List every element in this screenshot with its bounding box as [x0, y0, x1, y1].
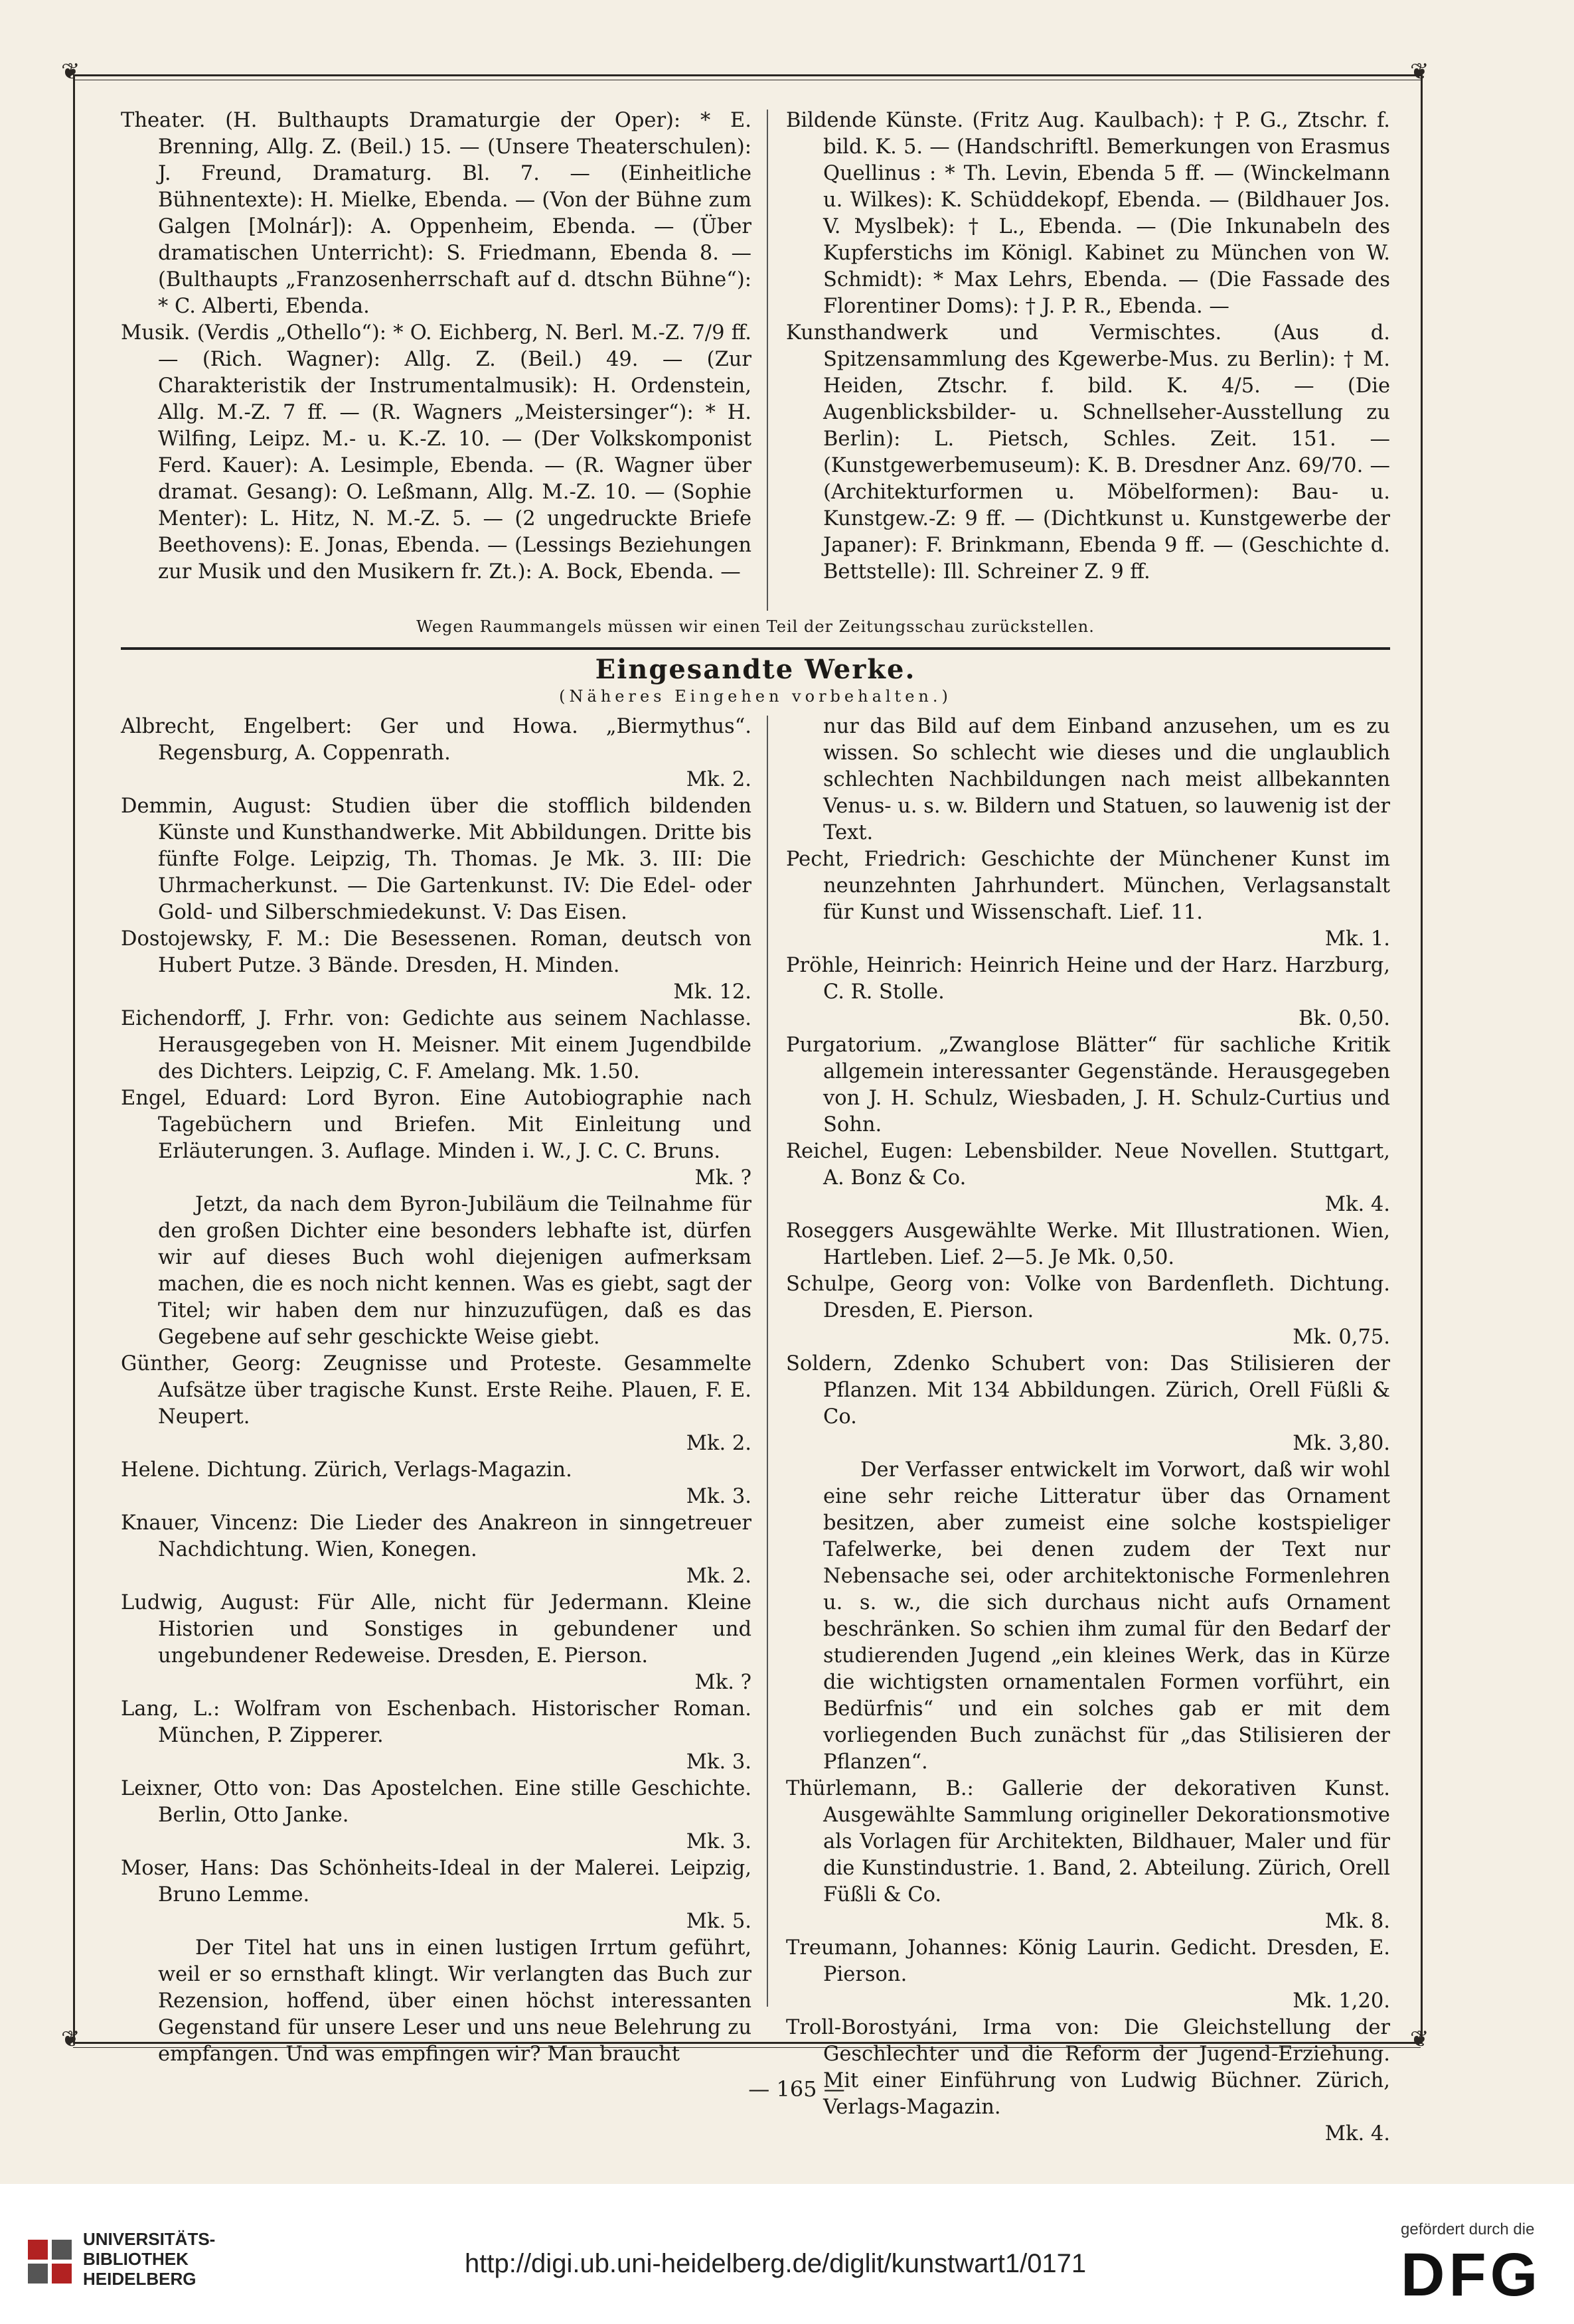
entry-text: Reichel, Eugen: Lebensbilder. Neue Novellen. Stuttgart, A. Bonz & Co. [786, 1140, 1390, 1190]
entry-price: Mk. 0,75. [1293, 1326, 1390, 1349]
review-paragraph [786, 1457, 1390, 1776]
entry-text: Soldern, Zdenko Schubert von: Das Stilisieren der Pflanzen. Mit 134 Abbildungen. Zürich, Orell Füßli & Co. [786, 1352, 1390, 1429]
entry-text: Knauer, Vincenz: Die Lieder des Anakreon in sinngetreuer Nachdichtung. Wien, Konegen. [121, 1511, 751, 1561]
entry-price: Mk. 3. [686, 1750, 751, 1774]
column-divider [767, 716, 768, 2007]
entry-text: Der Titel hat uns in einen lustigen Irrtum geführt, weil er so ernsthaft klingt. Wir verlangten das Buch zur Rezension, hoffend, über einen höchst interessanten Gegenstand für unsere Leser und uns neue Belehrung zu empfangen. Und was empfingen wir? Man braucht [158, 1936, 751, 2066]
entry-text: Treumann, Johannes: König Laurin. Gedicht. Dresden, E. Pierson. [786, 1936, 1390, 1986]
theater-section: Theater. (H. Bulthaupts Dramaturgie der Oper): * E. Brenning, Allg. Z. (Beil.) 15. — (Unsere Theaterschulen): J. Freund, Dramaturg. Bl. 7. — (Einheitliche Bühnentexte): H. Mielke, Ebenda. — (Von der Bühne zum Galgen [Molnár]): A. Oppenheim, Ebenda. — (Über dramatischen Unterricht): S. Friedmann, Ebenda 8. — (Bulthaupts „Franzosenherrschaft auf d. dtschn Bühne“): * C. Alberti, Ebenda. [121, 109, 751, 318]
section-title: Eingesandte Werke. [595, 654, 916, 685]
entry-text: Helene. Dichtung. Zürich, Verlags-Magazin. [121, 1458, 572, 1482]
crafts-section: Kunsthandwerk und Vermischtes. (Aus d. Spitzensammlung des Kgewerbe-Mus. zu Berlin): † M. Heiden, Ztschr. f. bild. K. 4/5. — (Die Augenblicksbilder- u. Schnellseher-Ausstellung zu Berlin): L. Pietsch, Schles. Zeit. 151. — (Kunstgewerbemuseum): K. B. Dresdner Anz. 69/70. — (Architekturformen u. Möbelformen): Bau- u. Kunstgew.-Z: 9 ff. — (Dichtkunst u. Kunstgewerbe der Japaner): F. Brinkmann, Ebenda 9 ff. — (Geschichte d. Bettstelle): Ill. Schreiner Z. 9 ff. [786, 321, 1390, 583]
entry-price: Mk. 3. [686, 1830, 751, 1853]
entry-price: Mk. 2. [686, 1565, 751, 1588]
book-entry [121, 793, 751, 926]
entry-price: Mk. 8. [1324, 1910, 1390, 1933]
entry-price: Mk. ? [694, 1671, 751, 1694]
book-entry [121, 1085, 751, 1192]
entry-text: Dostojewsky, F. M.: Die Besessenen. Roman, deutsch von Hubert Putze. 3 Bände. Dresden, H. Minden. [121, 927, 751, 977]
book-entry [121, 714, 751, 793]
section-subtitle: (Näheres Eingehen vorbehalten.) [559, 687, 952, 706]
entry-text: Ludwig, August: Für Alle, nicht für Jedermann. Kleine Historien und Sonstiges in gebundener und ungebundener Redeweise. Dresden, E. Pierson. [121, 1591, 751, 1667]
entry-price: Mk. 2. [686, 1432, 751, 1455]
corner-ornament-icon: ❦ [1410, 2026, 1429, 2053]
entry-text: Purgatorium. „Zwanglose Blätter“ für sachliche Kritik allgemein interessanter Gegenstände. Herausgegeben von J. H. Schulz, Wiesbaden, J. H. Schulz-Curtius und Sohn. [786, 1034, 1390, 1136]
book-entry [786, 846, 1390, 953]
corner-ornament-icon: ❦ [61, 58, 80, 85]
entry-price: Mk. 5. [686, 1910, 751, 1933]
entry-text: Albrecht, Engelbert: Ger und Howa. „Biermythus“. Regensburg, A. Coppenrath. [121, 715, 751, 765]
review-paragraph [786, 714, 1390, 846]
entry-price: Mk. 3. [686, 1485, 751, 1508]
frame-top-rule [73, 74, 1421, 76]
visual-arts-section: Bildende Künste. (Fritz Aug. Kaulbach): † P. G., Ztschr. f. bild. K. 5. — (Handschriftl. Bemerkungen von Erasmus Quellinus : * Th. Levin, Ebenda 5 ff. — (Winckelmann u. Wilkes): K. Schüddekopf, Ebenda. — (Bildhauer Jos. V. Myslbek): † L., Ebenda. — (Die Inkunabeln des Kupferstichs im Königl. Kabinet zu München von W. Schmidt): * Max Lehrs, Ebenda. — (Die Fassade des Florentiner Doms): † J. P. R., Ebenda. — [786, 109, 1390, 318]
corner-ornament-icon: ❦ [1410, 58, 1429, 85]
section-rule [121, 647, 1390, 650]
source-url-link[interactable]: http://digi.ub.uni-heidelberg.de/diglit/kunstwart1/0171 [465, 2249, 1087, 2278]
dfg-logo: DFG [1401, 2241, 1542, 2309]
bottom-left-column [121, 714, 751, 2068]
entry-price: Mk. 1. [1324, 927, 1390, 951]
book-entry [121, 1006, 751, 1085]
book-entry [786, 1351, 1390, 1457]
entry-text: nur das Bild auf dem Einband anzusehen, um es zu wissen. So schlecht wie dieses und die unglaublich schlechten Nachbildungen nach meist allbekannten Venus- u. s. w. Bildern und Statuen, so lauwenig ist der Text. [823, 715, 1390, 844]
entry-text: Eichendorff, J. Frhr. von: Gedichte aus seinem Nachlasse. Herausgegeben von H. Meisner. Mit einem Jugendbilde des Dichters. Leipzig, C. F. Amelang. Mk. 1.50. [121, 1007, 751, 1083]
entry-price: Mk. 3,80. [1293, 1432, 1390, 1455]
entry-text: Schulpe, Georg von: Volke von Bardenfleth. Dichtung. Dresden, E. Pierson. [786, 1273, 1390, 1322]
book-entry [121, 926, 751, 1006]
book-entry [786, 953, 1390, 1032]
book-entry [786, 1776, 1390, 1935]
book-entry [786, 1138, 1390, 1218]
review-paragraph [121, 1192, 751, 1351]
entry-text: Thürlemann, B.: Gallerie der dekorativen Kunst. Ausgewählte Sammlung origineller Dekorationsmotive als Vorlagen für Architekten, Bildhauer, Maler und für die Kunstindustrie. 1. Band, 2. Abteilung. Zürich, Orell Füßli & Co. [786, 1777, 1390, 1906]
entry-text: Leixner, Otto von: Das Apostelchen. Eine stille Geschichte. Berlin, Otto Janke. [121, 1777, 751, 1827]
entry-text: Pecht, Friedrich: Geschichte der Münchener Kunst im neunzehnten Jahrhundert. München, Verlagsanstalt für Kunst und Wissenschaft. Lief. 11. [786, 848, 1390, 924]
entry-text: Moser, Hans: Das Schönheits-Ideal in der Malerei. Leipzig, Bruno Lemme. [121, 1857, 751, 1906]
book-entry [121, 1696, 751, 1776]
entry-price: Mk. 2. [686, 768, 751, 791]
institution-name: UNIVERSITÄTS- BIBLIOTHEK HEIDELBERG [83, 2229, 216, 2289]
column-divider [767, 110, 768, 611]
page-number: — 165 — [748, 2076, 845, 2102]
entry-price: Mk. 12. [673, 980, 751, 1004]
music-section: Musik. (Verdis „Othello“): * O. Eichberg, N. Berl. M.-Z. 7/9 ff. — (Rich. Wagner): Allg. Z. (Beil.) 49. — (Zur Charakteristik der Instrumentalmusik): H. Ordenstein, Allg. M.-Z. 7 ff. — (R. Wagners „Meistersinger“): * H. Wilfing, Leipz. M.- u. K.-Z. 10. — (Der Volkskomponist Ferd. Kauer): A. Lesimple, Ebenda. — (R. Wagner über dramat. Gesang): O. Leßmann, Allg. M.-Z. 10. — (Sophie Menter): L. Hitz, N. M.-Z. 5. — (2 ungedruckte Briefe Beethovens): E. Jonas, Ebenda. — (Lessings Beziehungen zur Musik und den Musikern fr. Zt.): A. Bock, Ebenda. — [121, 321, 751, 583]
entry-text: Günther, Georg: Zeugnisse und Proteste. Gesammelte Aufsätze über tragische Kunst. Erste Reihe. Plauen, F. E. Neupert. [121, 1352, 751, 1429]
entry-text: Engel, Eduard: Lord Byron. Eine Autobiographie nach Tagebüchern und Briefen. Mit Einleitung und Erläuterungen. 3. Auflage. Minden i. W., J. C. C. Bruns. [121, 1087, 751, 1163]
entry-text: Roseggers Ausgewählte Werke. Mit Illustrationen. Wien, Hartleben. Lief. 2—5. Je Mk. 0,50. [786, 1219, 1390, 1269]
book-entry [786, 1032, 1390, 1138]
entry-text: Der Verfasser entwickelt im Vorwort, daß wir wohl eine sehr reiche Litteratur über das Ornament besitzen, aber zumeist eine solche kostspieliger Tafelwerke, bei denen zudem der Text nur Nebensache sei, oder architektonische Formenlehren u. s. w., die sich durchaus nicht aufs Ornament beschränken. So schien ihm zumal für den Bedarf der studierenden Jugend „ein kleines Werk, das in Kürze die wichtigsten ornamentalen Formen vorführt, ein Bedürfnis“ und ein solches gab er mit dem vorliegenden Buch zunächst für „das Stilisieren der Pflanzen“. [823, 1458, 1390, 1774]
book-entry [786, 1271, 1390, 1351]
book-entry [121, 1776, 751, 1855]
book-entry [786, 1218, 1390, 1271]
entry-price: Mk. 4. [1324, 2122, 1390, 2145]
entry-text: Lang, L.: Wolfram von Eschenbach. Historischer Roman. München, P. Zipperer. [121, 1697, 751, 1747]
book-entry [121, 1855, 751, 1935]
entry-text: Troll-Borostyáni, Irma von: Die Gleichstellung der Geschlechter und die Reform der Jugend-Erziehung. Mit einer Einführung von Ludwig Büchner. Zürich, Verlags-Magazin. [786, 2016, 1390, 2119]
entry-text: Pröhle, Heinrich: Heinrich Heine und der Harz. Harzburg, C. R. Stolle. [786, 954, 1390, 1004]
book-entry [121, 1457, 751, 1510]
entry-price: Mk. ? [694, 1166, 751, 1190]
entry-text: Demmin, August: Studien über die stofflich bildenden Künste und Kunsthandwerke. Mit Abbildungen. Dritte bis fünfte Folge. Leipzig, Th. Thomas. Je Mk. 3. III: Die Uhrmacherkunst. — Die Gartenkunst. IV: Die Edel- oder Gold- und Silberschmiedekunst. V: Das Eisen. [121, 795, 751, 924]
book-entry [121, 1510, 751, 1590]
frame-left-rule [73, 74, 75, 2044]
entry-text: Jetzt, da nach dem Byron-Jubiläum die Teilnahme für den großen Dichter eine besonders lebhafte ist, dürfen wir auf dieses Buch wohl diejenigen aufmerksam machen, die es noch nicht kennen. Was es giebt, sagt der Titel; wir haben dem nur hinzuzufügen, daß es das Gegebene auf sehr geschickte Weise giebt. [158, 1193, 751, 1349]
book-entry [121, 1351, 751, 1457]
corner-ornament-icon: ❦ [61, 2026, 80, 2053]
book-entry [786, 1935, 1390, 2015]
top-right-column [786, 108, 1390, 585]
frame-right-rule [1421, 74, 1423, 2044]
review-paragraph [121, 1935, 751, 2068]
bottom-right-column [786, 714, 1390, 2147]
entry-price: Mk. 4. [1324, 1193, 1390, 1216]
top-left-column [121, 108, 751, 585]
book-entry [121, 1590, 751, 1696]
entry-price: Bk. 0,50. [1299, 1007, 1390, 1030]
entry-price: Mk. 1,20. [1293, 1989, 1390, 2013]
university-logo-icon [27, 2238, 73, 2285]
space-notice: Wegen Raummangels müssen wir einen Teil der Zeitungsschau zurückstellen. [416, 617, 1095, 636]
funded-by-label: gefördert durch die [1401, 2220, 1535, 2238]
